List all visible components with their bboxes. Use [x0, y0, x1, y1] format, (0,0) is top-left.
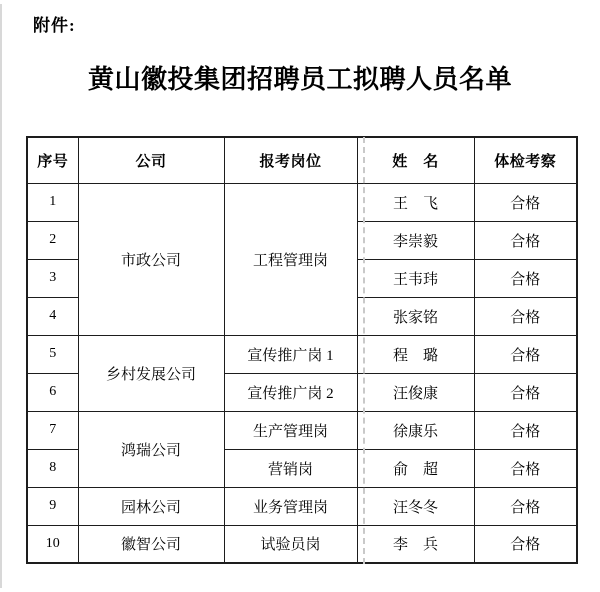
cell-no: 6: [27, 373, 78, 411]
header-row: [27, 137, 577, 183]
cell-name: 李 兵: [357, 525, 474, 563]
cell-company: 徽智公司: [78, 525, 224, 563]
cell-no: 4: [27, 297, 78, 335]
cell-result: 合格: [474, 259, 577, 297]
cell-name: 程 璐: [357, 335, 474, 373]
cell-position: 营销岗: [224, 449, 357, 487]
cell-result: 合格: [474, 373, 577, 411]
cell-result: 合格: [474, 449, 577, 487]
cell-position: 宣传推广岗 2: [224, 373, 357, 411]
table-row: [27, 183, 577, 221]
cell-result: 合格: [474, 297, 577, 335]
cell-name: 李崇毅: [357, 221, 474, 259]
cell-result: 合格: [474, 335, 577, 373]
cell-no: 3: [27, 259, 78, 297]
roster-table: [26, 136, 578, 564]
table-row: [27, 411, 577, 449]
cell-result: 合格: [474, 183, 577, 221]
cell-company: 鸿瑞公司: [78, 411, 224, 487]
cell-position: 生产管理岗: [224, 411, 357, 449]
cell-position: 试验员岗: [224, 525, 357, 563]
cell-position: 工程管理岗: [224, 183, 357, 335]
cell-result: 合格: [474, 525, 577, 563]
cell-no: 9: [27, 487, 78, 525]
header-company: 公司: [78, 137, 224, 183]
header-physical-exam: 体检考察: [474, 137, 577, 183]
table-row: [27, 335, 577, 373]
cell-result: 合格: [474, 411, 577, 449]
cell-result: 合格: [474, 487, 577, 525]
cell-no: 8: [27, 449, 78, 487]
cell-no: 7: [27, 411, 78, 449]
cell-no: 1: [27, 183, 78, 221]
cell-position: 业务管理岗: [224, 487, 357, 525]
roster-table-wrap: [26, 136, 576, 564]
cell-name: 徐康乐: [357, 411, 474, 449]
cell-name: 王韦玮: [357, 259, 474, 297]
header-name: 姓 名: [357, 137, 474, 183]
cell-name: 张家铭: [357, 297, 474, 335]
header-position: 报考岗位: [224, 137, 357, 183]
cell-position: 宣传推广岗 1: [224, 335, 357, 373]
cell-company: 市政公司: [78, 183, 224, 335]
cell-result: 合格: [474, 221, 577, 259]
page-title: 黄山徽投集团招聘员工拟聘人员名单: [87, 65, 512, 94]
header-serial-number: 序号: [27, 137, 78, 183]
cell-name: 王 飞: [357, 183, 474, 221]
table-body: [27, 183, 577, 563]
cell-name: 俞 超: [357, 449, 474, 487]
cell-no: 5: [27, 335, 78, 373]
cell-no: 10: [27, 525, 78, 563]
cell-company: 乡村发展公司: [78, 335, 224, 411]
table-header: [27, 137, 577, 183]
attachment-label: 附件:: [33, 16, 76, 35]
cell-company: 园林公司: [78, 487, 224, 525]
cell-name: 汪冬冬: [357, 487, 474, 525]
cell-name: 汪俊康: [357, 373, 474, 411]
cell-no: 2: [27, 221, 78, 259]
table-row: [27, 487, 577, 525]
table-row: [27, 525, 577, 563]
